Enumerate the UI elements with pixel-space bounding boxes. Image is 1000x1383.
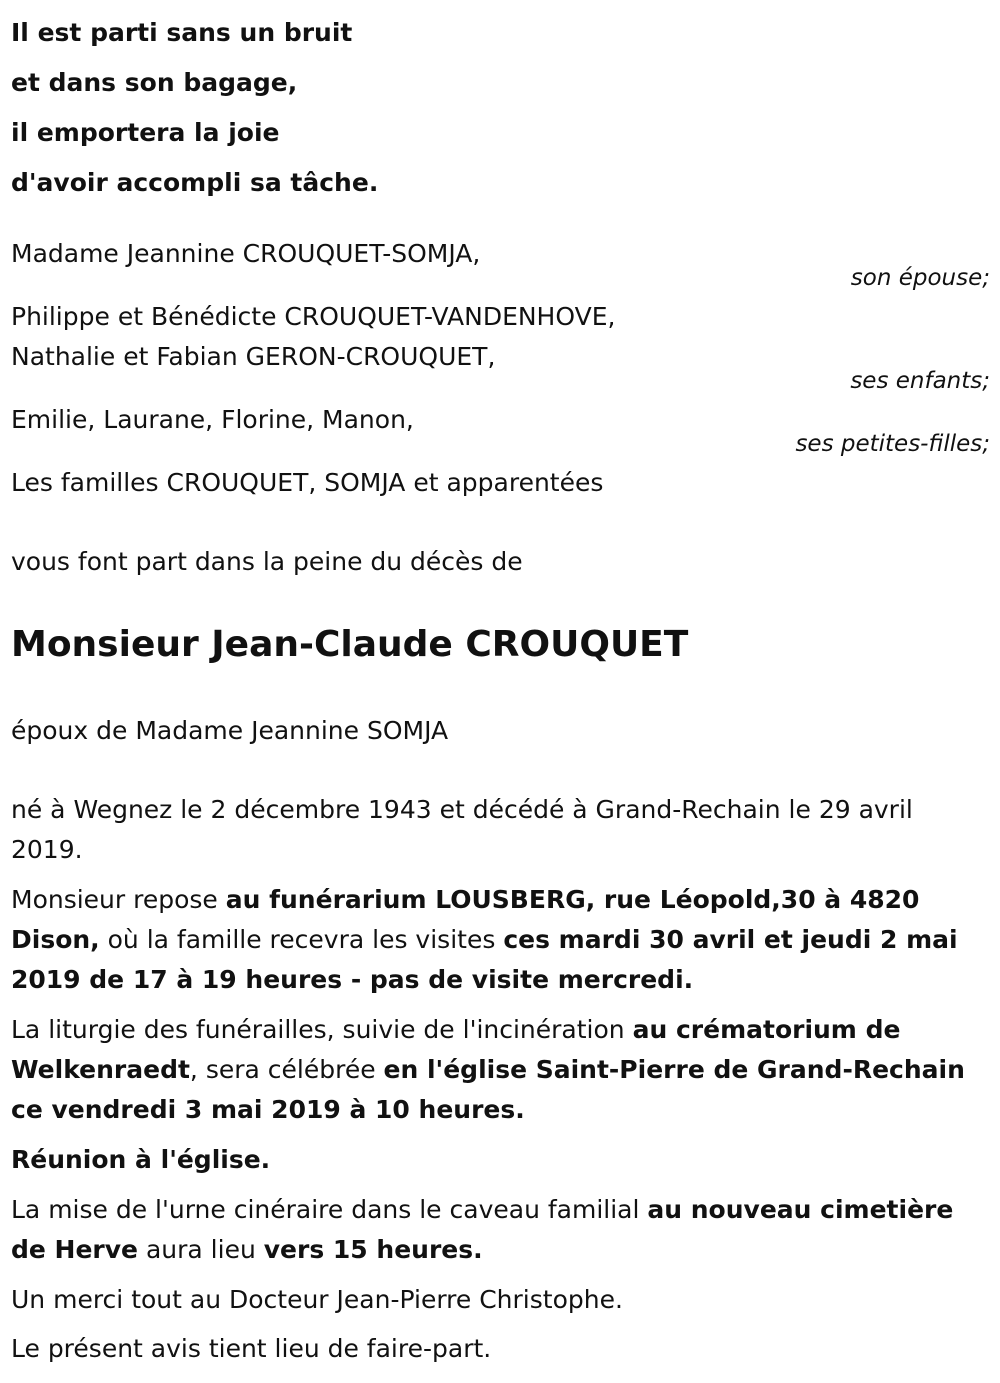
- rest-paragraph: [11, 880, 986, 1000]
- children-line-1: Philippe et Bénédicte CROUQUET-VANDENHOVE,: [11, 302, 616, 331]
- urn-time: vers 15 heures.: [263, 1235, 483, 1264]
- liturgy-church: en l'église Saint-Pierre de Grand-Rechain ce vendredi 3 mai 2019 à 10 heures.: [11, 1055, 965, 1124]
- urn-text: La mise de l'urne cinéraire dans le caveau familial: [11, 1195, 648, 1224]
- rest-text: où la famille recevra les visites: [99, 925, 504, 954]
- poem: [11, 8, 378, 208]
- spouse-name: Madame Jeannine CROUQUET-SOMJA,: [11, 239, 481, 268]
- poem-line: Il est parti sans un bruit: [11, 18, 353, 47]
- rest-text: Monsieur repose: [11, 885, 226, 914]
- poem-line: il emportera la joie: [11, 118, 280, 147]
- liturgy-crematorium: au crématorium de Welkenraedt: [11, 1015, 901, 1084]
- liturgy-text: , sera célébrée: [189, 1055, 384, 1084]
- thanks: Un merci tout au Docteur Jean-Pierre Christophe.: [11, 1285, 623, 1314]
- liturgy-text: La liturgie des funérailles, suivie de l'incinération: [11, 1015, 633, 1044]
- children-role: ses enfants;: [850, 368, 990, 394]
- meeting: [11, 1140, 986, 1180]
- announcement: vous font part dans la peine du décès de: [11, 547, 523, 576]
- poem-line: d'avoir accompli sa tâche.: [11, 168, 379, 197]
- poem-line: et dans son bagage,: [11, 68, 298, 97]
- spouse-of: époux de Madame Jeannine SOMJA: [11, 716, 449, 745]
- families-line: Les familles CROUQUET, SOMJA et apparentées: [11, 468, 604, 497]
- liturgy-paragraph: [11, 1010, 986, 1130]
- grandchildren: Emilie, Laurane, Florine, Manon,: [11, 405, 414, 434]
- spouse-role: son épouse;: [850, 265, 990, 291]
- deceased-title: Monsieur Jean-Claude CROUQUET: [11, 624, 689, 665]
- rest-place: au funérarium LOUSBERG, rue Léopold,30 à 4820 Dison,: [11, 885, 920, 954]
- children-line-2: Nathalie et Fabian GERON-CROUQUET,: [11, 342, 496, 371]
- urn-cemetery: au nouveau cimetière de Herve: [11, 1195, 954, 1264]
- urn-paragraph: [11, 1190, 986, 1270]
- rest-visits: ces mardi 30 avril et jeudi 2 mai 2019 de 17 à 19 heures - pas de visite mercredi.: [11, 925, 958, 994]
- notice: Le présent avis tient lieu de faire-part.: [11, 1334, 492, 1363]
- grandchildren-role: ses petites-filles;: [795, 431, 990, 457]
- urn-text: aura lieu: [138, 1235, 264, 1264]
- birth-death: né à Wegnez le 2 décembre 1943 et décédé à Grand-Rechain le 29 avril 2019.: [11, 795, 913, 864]
- meeting-text: Réunion à l'église.: [11, 1145, 271, 1174]
